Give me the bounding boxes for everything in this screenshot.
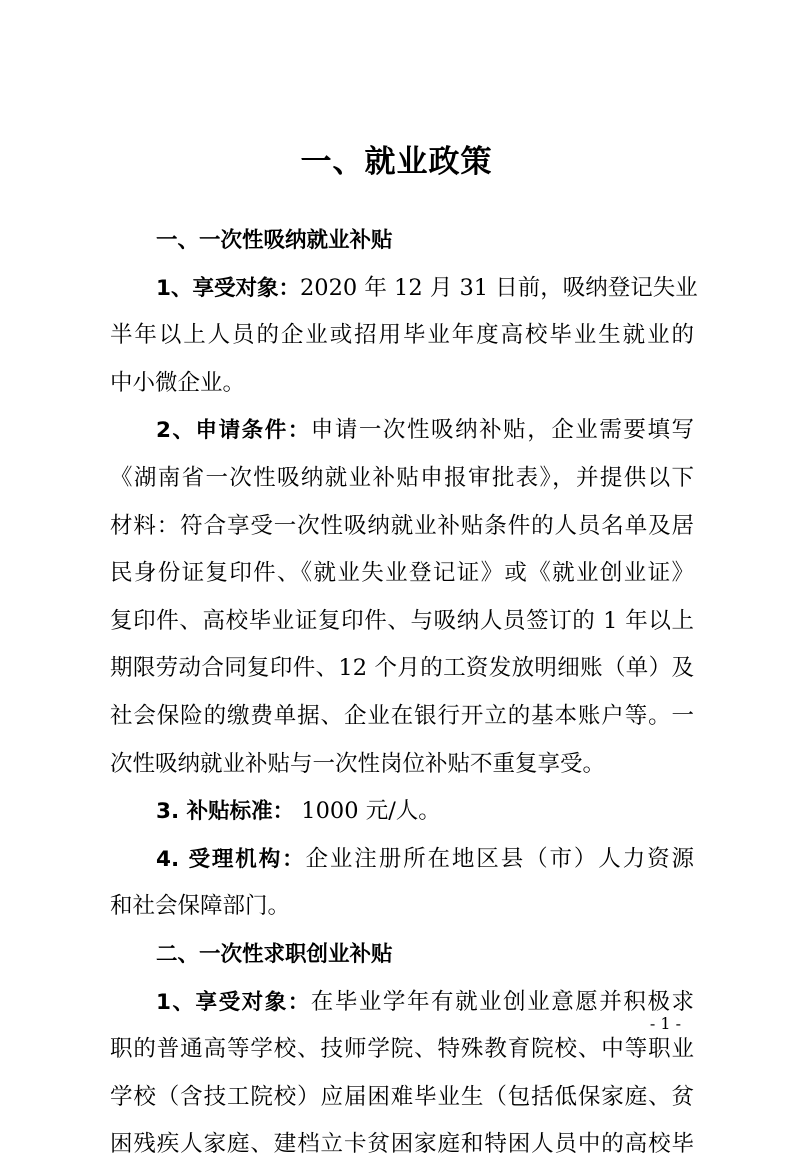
item-text: 企业注册所在地区县（市）人力资源 bbox=[305, 845, 694, 872]
paragraph-line: 中小微企业。 bbox=[110, 369, 246, 396]
paragraph-line: 期限劳动合同复印件、12 个月的工资发放明细账（单）及 bbox=[110, 655, 694, 682]
document-body bbox=[110, 217, 698, 1169]
section-heading-1: 一、一次性吸纳就业补贴 bbox=[156, 228, 393, 253]
item-text: 在毕业学年有就业创业意愿并积极求 bbox=[310, 988, 694, 1015]
page-number: - 1 - bbox=[649, 1014, 681, 1033]
paragraph-line bbox=[110, 788, 694, 836]
item-text: 2020 年 12 月 31 日前，吸纳登记失业 bbox=[299, 274, 698, 301]
paragraph-line: 次性吸纳就业补贴与一次性岗位补贴不重复享受。 bbox=[110, 750, 606, 777]
paragraph-line bbox=[110, 265, 698, 313]
paragraph-line: 复印件、高校毕业证复印件、与吸纳人员签订的 1 年以上 bbox=[110, 607, 694, 634]
paragraph-line: 材料：符合享受一次性吸纳就业补贴条件的人员名单及居 bbox=[110, 512, 694, 539]
paragraph-line: 半年以上人员的企业或招用毕业年度高校毕业生就业的 bbox=[110, 322, 694, 349]
paragraph-line bbox=[110, 979, 694, 1027]
item-label: 4. 受理机构： bbox=[156, 846, 306, 872]
paragraph-line: 职的普通高等学校、技师学院、特殊教育院校、中等职业 bbox=[110, 1036, 694, 1063]
paragraph-line: 和社会保障部门。 bbox=[110, 893, 291, 920]
item-label: 1、享受对象： bbox=[156, 275, 300, 301]
paragraph-line bbox=[110, 407, 694, 455]
item-label: 1、享受对象： bbox=[156, 989, 311, 1015]
paragraph-line: 《湖南省一次性吸纳就业补贴申报审批表》，并提供以下 bbox=[110, 464, 694, 491]
paragraph-line: 民身份证复印件、《就业失业登记证》或《就业创业证》 bbox=[110, 560, 694, 587]
item-label: 3. 补贴标准： bbox=[156, 799, 295, 825]
item-text: 1000 元/人。 bbox=[301, 798, 441, 825]
paragraph-line: 学校（含技工院校）应届困难毕业生（包括低保家庭、贫 bbox=[110, 1083, 694, 1110]
paragraph-line: 困残疾人家庭、建档立卡贫困家庭和特困人员中的高校毕 bbox=[110, 1131, 694, 1158]
page-title: 一、就业政策 bbox=[300, 144, 493, 180]
item-text: 申请一次性吸纳补贴，企业需要填写 bbox=[310, 417, 694, 444]
paragraph-line bbox=[110, 836, 694, 884]
section-heading-2: 二、一次性求职创业补贴 bbox=[156, 941, 393, 967]
item-label: 2、申请条件： bbox=[156, 418, 311, 444]
paragraph-line: 社会保险的缴费单据、企业在银行开立的基本账户等。一 bbox=[110, 702, 694, 729]
